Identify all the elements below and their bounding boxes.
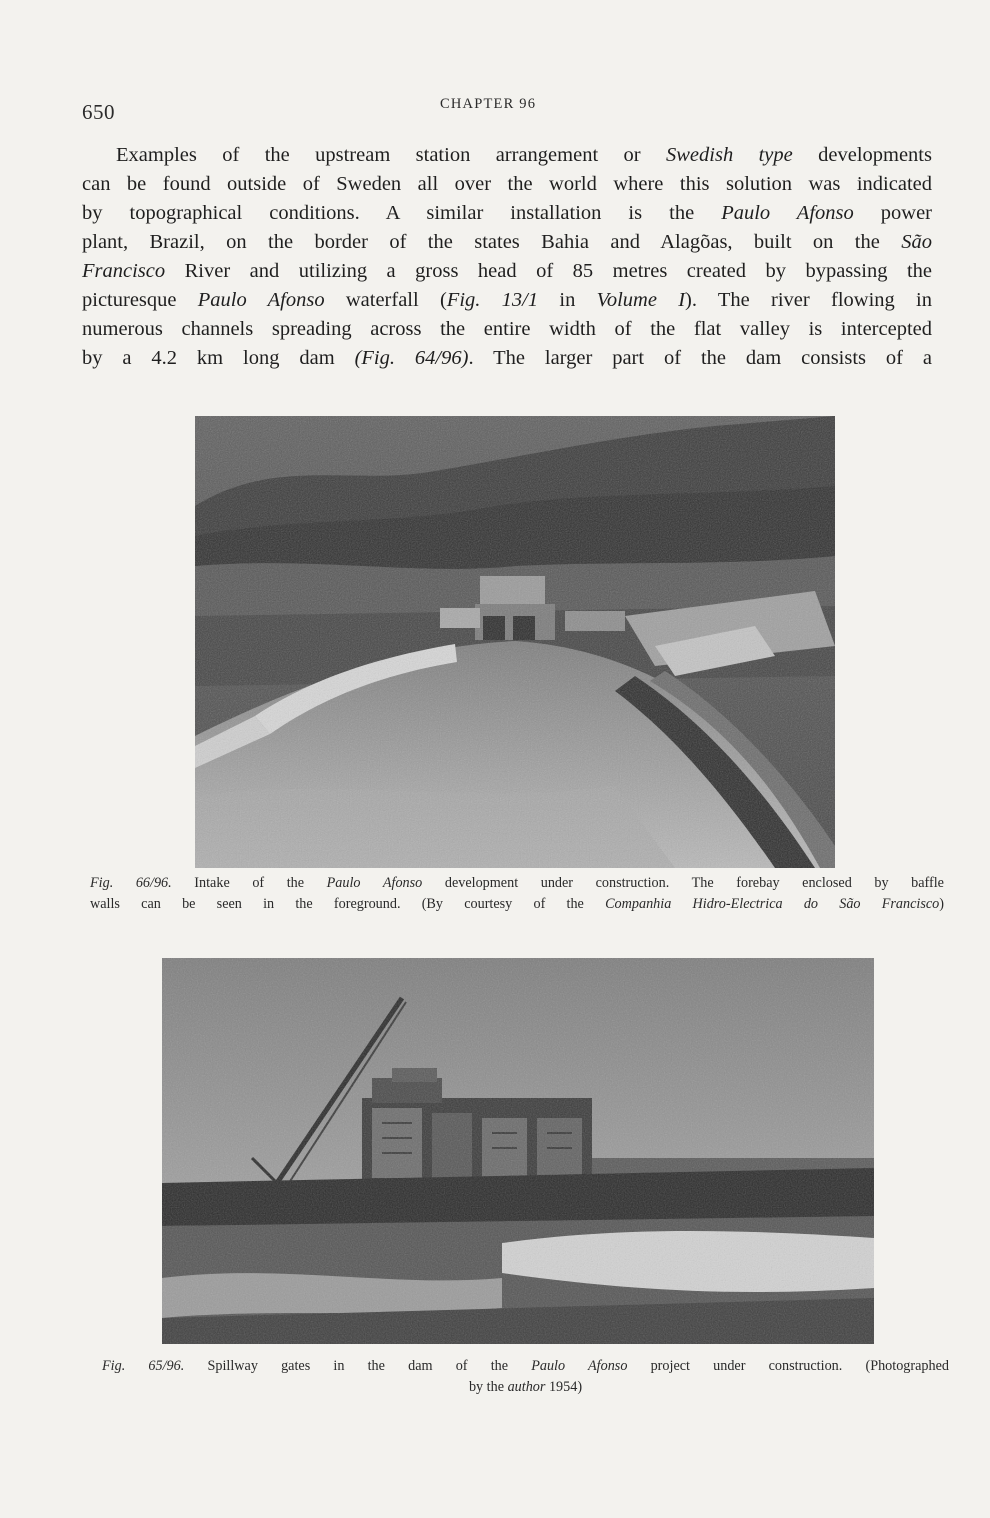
text-line: numerous channels spreading across the entire width of the flat valley is intercepted [82,318,932,340]
figure-caption-65 [102,1356,949,1398]
running-head: CHAPTER 96 [440,96,537,112]
figure-caption-66 [90,873,944,915]
text-line: by a 4.2 km long dam (Fig. 64/96). The larger part of the dam consists of a [82,347,932,369]
caption-line: walls can be seen in the foreground. (By courtesy of the Companhia Hidro-Electrica do São Francisco) [90,896,944,912]
page-number: 650 [82,100,115,124]
text-line: by topographical conditions. A similar installation is the Paulo Afonso power [82,202,932,224]
caption-line: Fig. 66/96. Intake of the Paulo Afonso development under construction. The forebay enclosed by baffle [90,875,944,891]
body-paragraph [82,141,932,373]
text-line: can be found outside of Sweden all over the world where this solution was indicated [82,173,932,195]
text-line: Francisco River and utilizing a gross head of 85 metres created by bypassing the [82,260,932,282]
figure-photo-intake [195,416,835,868]
text-line: picturesque Paulo Afonso waterfall (Fig. 13/1 in Volume I). The river flowing in [82,289,932,311]
caption-line: by the author 1954) [468,1379,583,1395]
text-line: Examples of the upstream station arrangement or Swedish type developments [116,144,932,166]
text-line: plant, Brazil, on the border of the states Bahia and Alagõas, built on the São [82,231,932,253]
caption-line: Fig. 65/96. Spillway gates in the dam of the Paulo Afonso project under construction. (Photographed [102,1358,950,1374]
figure-photo-spillway [162,958,874,1344]
